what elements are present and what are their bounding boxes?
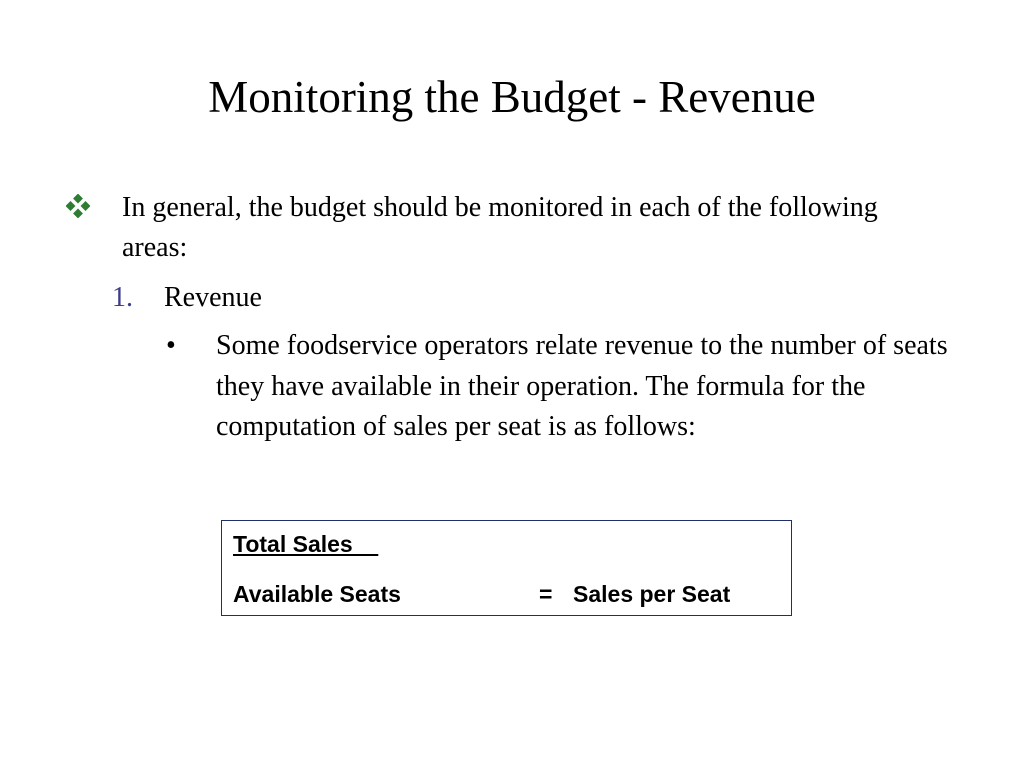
- numbered-item-number: 1.: [112, 282, 133, 313]
- bullet-dot-icon: •: [166, 330, 176, 361]
- numbered-item-label: Revenue: [164, 282, 262, 313]
- diamond-bullet-icon: [60, 188, 96, 228]
- sub-bullet-text: Some foodservice operators relate revenue to the number of seats they have available in their operation. The formula for the computation of sales per seat is as follows:: [216, 330, 948, 442]
- formula-equals: =: [539, 581, 553, 607]
- formula-box: [221, 520, 792, 616]
- formula-result: Sales per Seat: [573, 581, 731, 607]
- main-bullet-text: In general, the budget should be monitored in each of the following areas:: [122, 192, 878, 263]
- formula-denominator: Available Seats: [233, 581, 401, 607]
- slide-title: Monitoring the Budget - Revenue: [208, 72, 816, 122]
- formula-numerator: Total Sales: [233, 531, 379, 557]
